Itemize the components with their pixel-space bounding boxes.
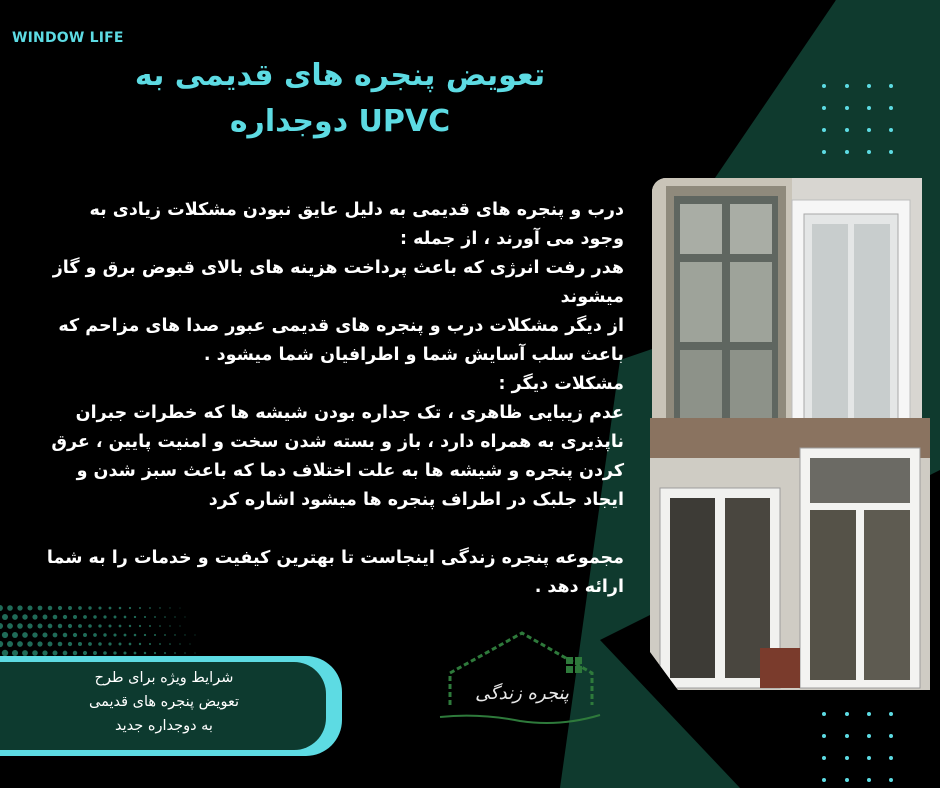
promo-line-3: به دوجداره جدید	[115, 718, 213, 734]
promo-text	[24, 666, 304, 738]
paragraph-other-problems: عدم زیبایی ظاهری ، تک جداره بودن شیشه ها که خطرات جبران ناپذیری به همراه دارد ، باز و بسته شدن سخت و امنیت پایین ، عرق کردن پنجره و شیشه ها به علت اختلاف دما که باعث سبز شدن و ایجاد جلبک در اطراف پنجره ها میشود اشاره کرد	[51, 403, 624, 510]
brand-name: WINDOW LIFE	[12, 30, 124, 46]
promo-line-2: تعویض پنجره های قدیمی	[89, 694, 239, 710]
paragraph-other-heading: مشکلات دیگر :	[498, 374, 624, 394]
company-logo	[430, 625, 610, 730]
promo-line-1: شرایط ویژه برای طرح	[94, 670, 234, 686]
paragraph-intro: درب و پنجره های قدیمی به دلیل عایق نبودن مشکلات زیادی به وجود می آورند ، از جمله :	[89, 200, 624, 249]
title-line-1: تعویض پنجره های قدیمی به	[134, 58, 546, 93]
photo-upvc-doors	[650, 418, 930, 690]
body-text	[40, 196, 624, 602]
photo-old-vs-new-window	[652, 178, 922, 448]
title-line-2: دوجداره UPVC	[229, 104, 451, 139]
paragraph-noise: از دیگر مشکلات درب و پنجره های قدیمی عبور صدا های مزاحم که باعث سلب آسایش شما و اطرافیان شما میشود .	[58, 316, 624, 365]
paragraph-closing: مجموعه پنجره زندگی اینجاست تا بهترین کیفیت و خدمات را به شما ارائه دهد .	[46, 548, 624, 597]
paragraph-energy: هدر رفت انرژی که باعث پرداخت هزینه های بالای قبوض برق و گاز میشوند	[52, 258, 624, 307]
logo-text: پنجره زندگی	[475, 683, 569, 704]
